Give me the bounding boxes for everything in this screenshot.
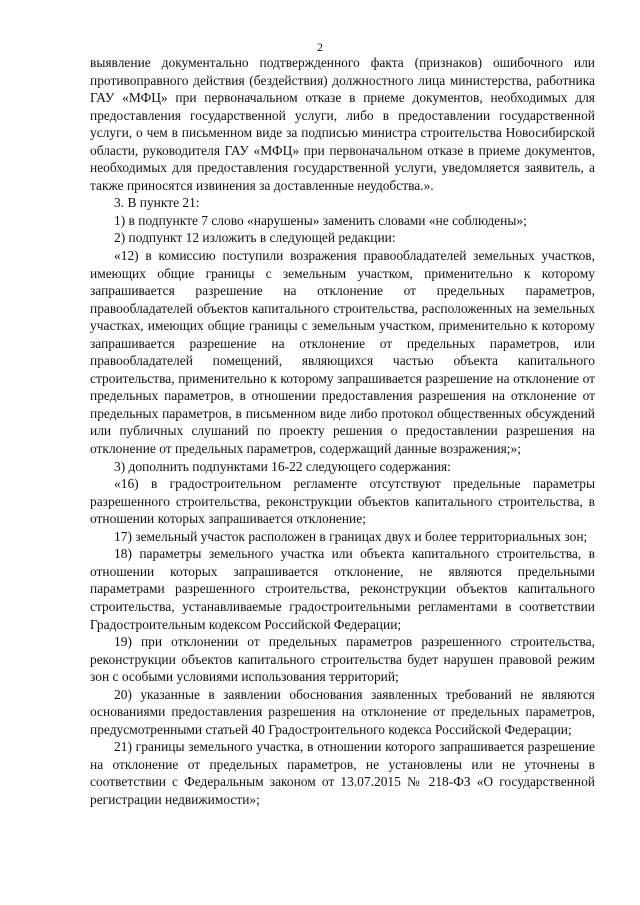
- paragraph-point-21-heading: 3. В пункте 21:: [114, 195, 200, 211]
- paragraph-subpoint-18: 18) параметры земельного участка или объекта капитального строительства, в отношении которых запрашивается отклонение, не являются предельными параметрами разрешенного строительства, реконструкции объектов капитального строительства, устанавливаемые градостроительными регламентами в соответствии Градостроительным кодексом Российской Федерации;: [90, 546, 595, 632]
- paragraph-subpoint-17: 17) земельный участок расположен в границах двух и более территориальных зон;: [114, 528, 588, 544]
- paragraph-subpoint-20: 20) указанные в заявлении обоснования заявленных требований не являются основаниями предоставления разрешения на отклонение от предельных параметров, предусмотренными статьей 40 Градостроительного кодекса Российской Федерации;: [90, 686, 595, 737]
- paragraph-subpoint-3: 3) дополнить подпунктами 16-22 следующего содержания:: [114, 458, 451, 474]
- paragraph-subpoint-2: 2) подпункт 12 изложить в следующей редакции:: [114, 230, 396, 246]
- paragraph-error-notification: выявление документально подтвержденного факта (признаков) ошибочного или противоправного действия (бездействия) должностного лица министерства, работника ГАУ «МФЦ» при первоначальном отказе в приеме документов, необходимых для предоставления государственной услуги, либо в предоставлении государственной услуги, о чем в письменном виде за подписью министра строительства Новосибирской области, руководителя ГАУ «МФЦ» при первоначальном отказе в приеме документов, необходимых для предоставления государственной услуги, уведомляется заявитель, а также приносятся извинения за доставленные неудобства.».: [90, 55, 595, 193]
- page-number: 2: [317, 40, 323, 54]
- paragraph-subpoint-1: 1) в подпункте 7 слово «нарушены» заменить словами «не соблюдены»;: [114, 212, 527, 228]
- paragraph-subpoint-16: «16) в градостроительном регламенте отсутствуют предельные параметры разрешенного строительства, реконструкции объектов капитального строительства, в отношении которых запрашивается отклонение;: [90, 476, 595, 527]
- paragraph-subpoint-19: 19) при отклонении от предельных параметров разрешенного строительства, реконструкции объектов капитального строительства будет нарушен правовой режим зон с особыми условиями использования территорий;: [90, 634, 595, 685]
- document-body: [90, 54, 595, 809]
- paragraph-subpoint-12-text: «12) в комиссию поступили возражения правообладателей земельных участков, имеющих общие границы с земельным участком, применительно к которому запрашивается разрешение на отклонение от предельных параметров, правообладателей объектов капитального строительства, расположенных на земельных участках, имеющих общие границы с земельным участком, применительно к которому запрашивается разрешение на отклонение от предельных параметров, или правообладателей помещений, являющихся частью объекта капитального строительства, применительно к которому запрашивается разрешение на отклонение от предельных параметров, в отношении предоставления разрешения на отклонение от предельных параметров, в письменном виде либо протокол общественных обсуждений или публичных слушаний по проекту решения о предоставлении разрешения на отклонение от предельных параметров, содержащий данные возражения;»;: [90, 248, 595, 457]
- paragraph-subpoint-21: 21) границы земельного участка, в отношении которого запрашивается разрешение на отклонение от предельных параметров, не установлены или не уточнены в соответствии с Федеральным законом от 13.07.2015 № 218-ФЗ «О государственной регистрации недвижимости»;: [90, 739, 595, 807]
